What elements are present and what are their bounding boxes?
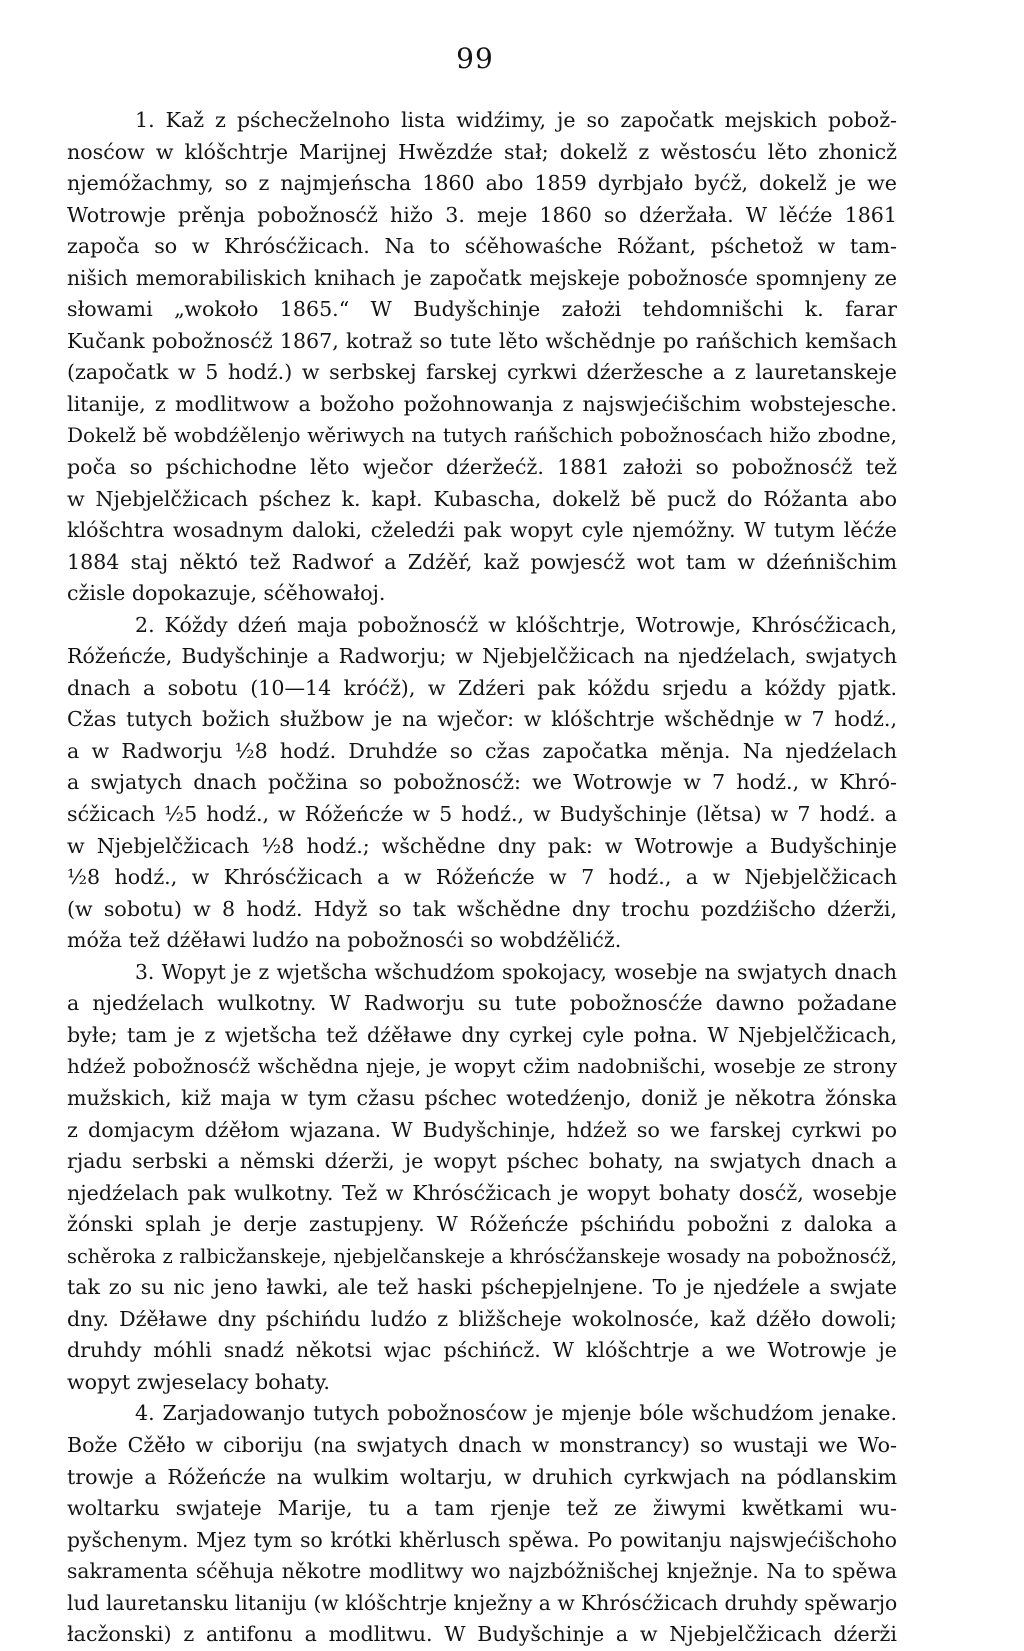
text-line: lud lauretansku litaniju (w klóšchtrje knježny a w Khrósćžicach druhdy spěwarjo	[67, 1590, 897, 1615]
text-line: 1. Kaž z pśchecželnoho lista widźimy, je so započatk mejskich pobož-	[135, 108, 897, 132]
text-line: wopyt zwjeselacy bohaty.	[67, 1369, 330, 1394]
page-number: 99	[456, 42, 494, 75]
text-line: Dokelž bě wobdźělenjo wěriwych na tutych rańšchich pobožnosćach hižo zbodne,	[67, 423, 897, 448]
text-line: klóšchtra wosadnym daloki, cželedźi pak wopyt cyle njemóžny. W tutym lěćźe	[67, 518, 897, 543]
text-line: Róžeńcźe, Budyšchinje a Radworju; w Njebjelčžicach na njedźelach, swjatych	[67, 644, 897, 669]
text-line: z domjacym dźěłom wjazana. W Budyšchinje, hdźež so we farskej cyrkwi po	[67, 1117, 897, 1142]
text-line: ½8 hodź., w Khrósćžicach a w Róžeńcźe w 7 hodź., a w Njebjelčžicach	[67, 865, 897, 890]
text-line: w Njebjelčžicach pśchez k. kapł. Kubascha, dokelž bě pucž do Róžanta abo	[67, 486, 897, 511]
text-line: a w Radworju ½8 hodź. Druhdźe so cžas započatka měnja. Na njedźelach	[67, 738, 897, 763]
text-line: dnach a sobotu (10—14 króćž), w Zdźeri pak kóždu srjedu a kóždy pjatk.	[67, 675, 897, 700]
text-line: 3. Wopyt je z wjetšcha wšchudźom spokojacy, wosebje na swjatych dnach	[135, 959, 897, 984]
text-line: Kučank pobožnosćž 1867, kotraž so tute lěto wšchědnje po rańšchich kemšach	[67, 328, 897, 353]
text-line: woltarku swjateje Marije, tu a tam rjenje tež ze žiwymi kwětkami wu-	[67, 1496, 897, 1521]
text-line: (w sobotu) w 8 hodź. Hdyž so tak wšchědne dny trochu pozdźišcho dźerži,	[67, 896, 897, 921]
text-line: sćžicach ½5 hodź., w Róžeńcźe w 5 hodź., w Budyšchinje (lětsa) w 7 hodź. a	[67, 802, 897, 827]
text-line: poča so pśchichodne lěto wječor dźeržećž. 1881 założi so pobožnosćž tež	[67, 455, 897, 480]
text-line: trowje a Róžeńcźe na wulkim woltarju, w druhich cyrkwjach na pódlanskim	[67, 1464, 897, 1489]
text-line: mužskich, kiž maja w tym cžasu pśchec wotedźenjo, doniž je někotra žónska	[67, 1085, 897, 1110]
text-line: Wotrowje prěnja pobožnosćž hižo 3. meje 1860 so dźeržała. W lěćźe 1861	[67, 202, 897, 227]
text-line: žónski splah je derje zastupjeny. W Róžeńcźe pśchińdu pobožni z daloka a	[67, 1212, 897, 1237]
text-line: a njedźelach wulkotny. W Radworju su tute pobožnosćźe dawno požadane	[67, 991, 897, 1016]
text-line: rjadu serbski a němski dźerži, je wopyt pśchec bohaty, na swjatych dnach a	[67, 1149, 897, 1174]
text-line: nosćow w klóšchtrje Marijnej Hwězdźe stał; dokelž z wěstosću lěto zhonicž	[67, 139, 897, 164]
text-line: njedźelach pak wulkotny. Tež w Khrósćžicach je wopyt bohaty dosćž, wosebje	[67, 1180, 897, 1205]
document-page	[60, 0, 960, 1647]
text-line: a swjatych dnach počžina so pobožnosćž: we Wotrowje w 7 hodź., w Khró-	[67, 770, 897, 795]
text-line: Cžas tutych božich słužbow je na wječor: w klóšchtrje wšchědnje w 7 hodź.,	[67, 707, 897, 732]
text-line: słowami „wokoło 1865.“ W Budyšchinje założi tehdomnišchi k. farar	[67, 297, 897, 322]
text-line: 1884 staj něktó tež Radwoŕ a Zdźěŕ, kaž powjesćž wot tam w dźeńnišchim	[67, 549, 897, 574]
body-text	[67, 105, 897, 1651]
text-line: w Njebjelčžicach ½8 hodź.; wšchědne dny pak: w Wotrowje a Budyšchinje	[67, 833, 897, 858]
text-line: sakramenta sćěhuja někotre modlitwy wo najzbóžnišchej knježnje. Na to spěwa	[67, 1559, 897, 1584]
text-line: njemóžachmy, so z najmjeńscha 1860 abo 1859 dyrbjało byćž, dokelž je we	[67, 171, 897, 196]
text-line: Bože Cžěło w ciboriju (na swjatych dnach w monstrancy) so wustaji we Wo-	[67, 1432, 897, 1457]
text-line: tak zo su nic jeno ławki, ale tež haski pśchepjelnjene. To je njedźele a swjate	[67, 1275, 897, 1300]
text-line: druhdy móhli snadź někotsi wjac pśchińcž. W klóšchtrje a we Wotrowje je	[67, 1338, 897, 1363]
text-line: schěroka z ralbicžanskeje, njebjelčanskeje a khrósćžanskeje wosady na pobožnosćž,	[67, 1244, 897, 1268]
text-line: litanije, z modlitwow a božoho požohnowanja z najswjećišchim wobstejesche.	[67, 391, 897, 416]
text-line: (započatk w 5 hodź.) w serbskej farskej cyrkwi dźeržesche a z lauretanskeje	[67, 360, 897, 385]
text-line: dny. Dźěławe dny pśchińdu ludźo z bližšcheje wokolnosće, kaž dźěło dowoli;	[67, 1306, 897, 1331]
text-line: cžisle dopokazuje, sćěhowałoj.	[67, 581, 386, 606]
text-line: 4. Zarjadowanjo tutych pobožnosćow je mjenje bóle wšchudźom jenake.	[135, 1401, 897, 1426]
text-line: łacžonski) z antifonu a modlitwu. W Budyšchinje a w Njebjelčžicach dźerži	[67, 1622, 897, 1647]
text-line: pyšchenym. Mjez tym so krótki khěrlusch spěwa. Po powitanju najswjećišchoho	[67, 1527, 897, 1552]
text-line: započa so w Khrósćžicach. Na to sćěhowaśche Róžant, pśchetož w tam-	[67, 234, 897, 259]
text-line: hdźež pobožnosćž wšchědna njeje, je wopyt cžim nadobnišchi, wosebje ze strony	[67, 1054, 897, 1079]
text-line: 2. Kóždy dźeń maja pobožnosćž w klóšchtrje, Wotrowje, Khrósćžicach,	[135, 612, 897, 637]
text-line: móža tež dźěławi ludźo na pobožnosći so wobdźělićž.	[67, 928, 622, 953]
text-line: nišich memorabiliskich knihach je započatk mejskeje pobožnosće spomnjeny ze	[67, 265, 897, 290]
text-line: byłe; tam je z wjetšcha tež dźěławe dny cyrkej cyle połna. W Njebjelčžicach,	[67, 1022, 897, 1047]
